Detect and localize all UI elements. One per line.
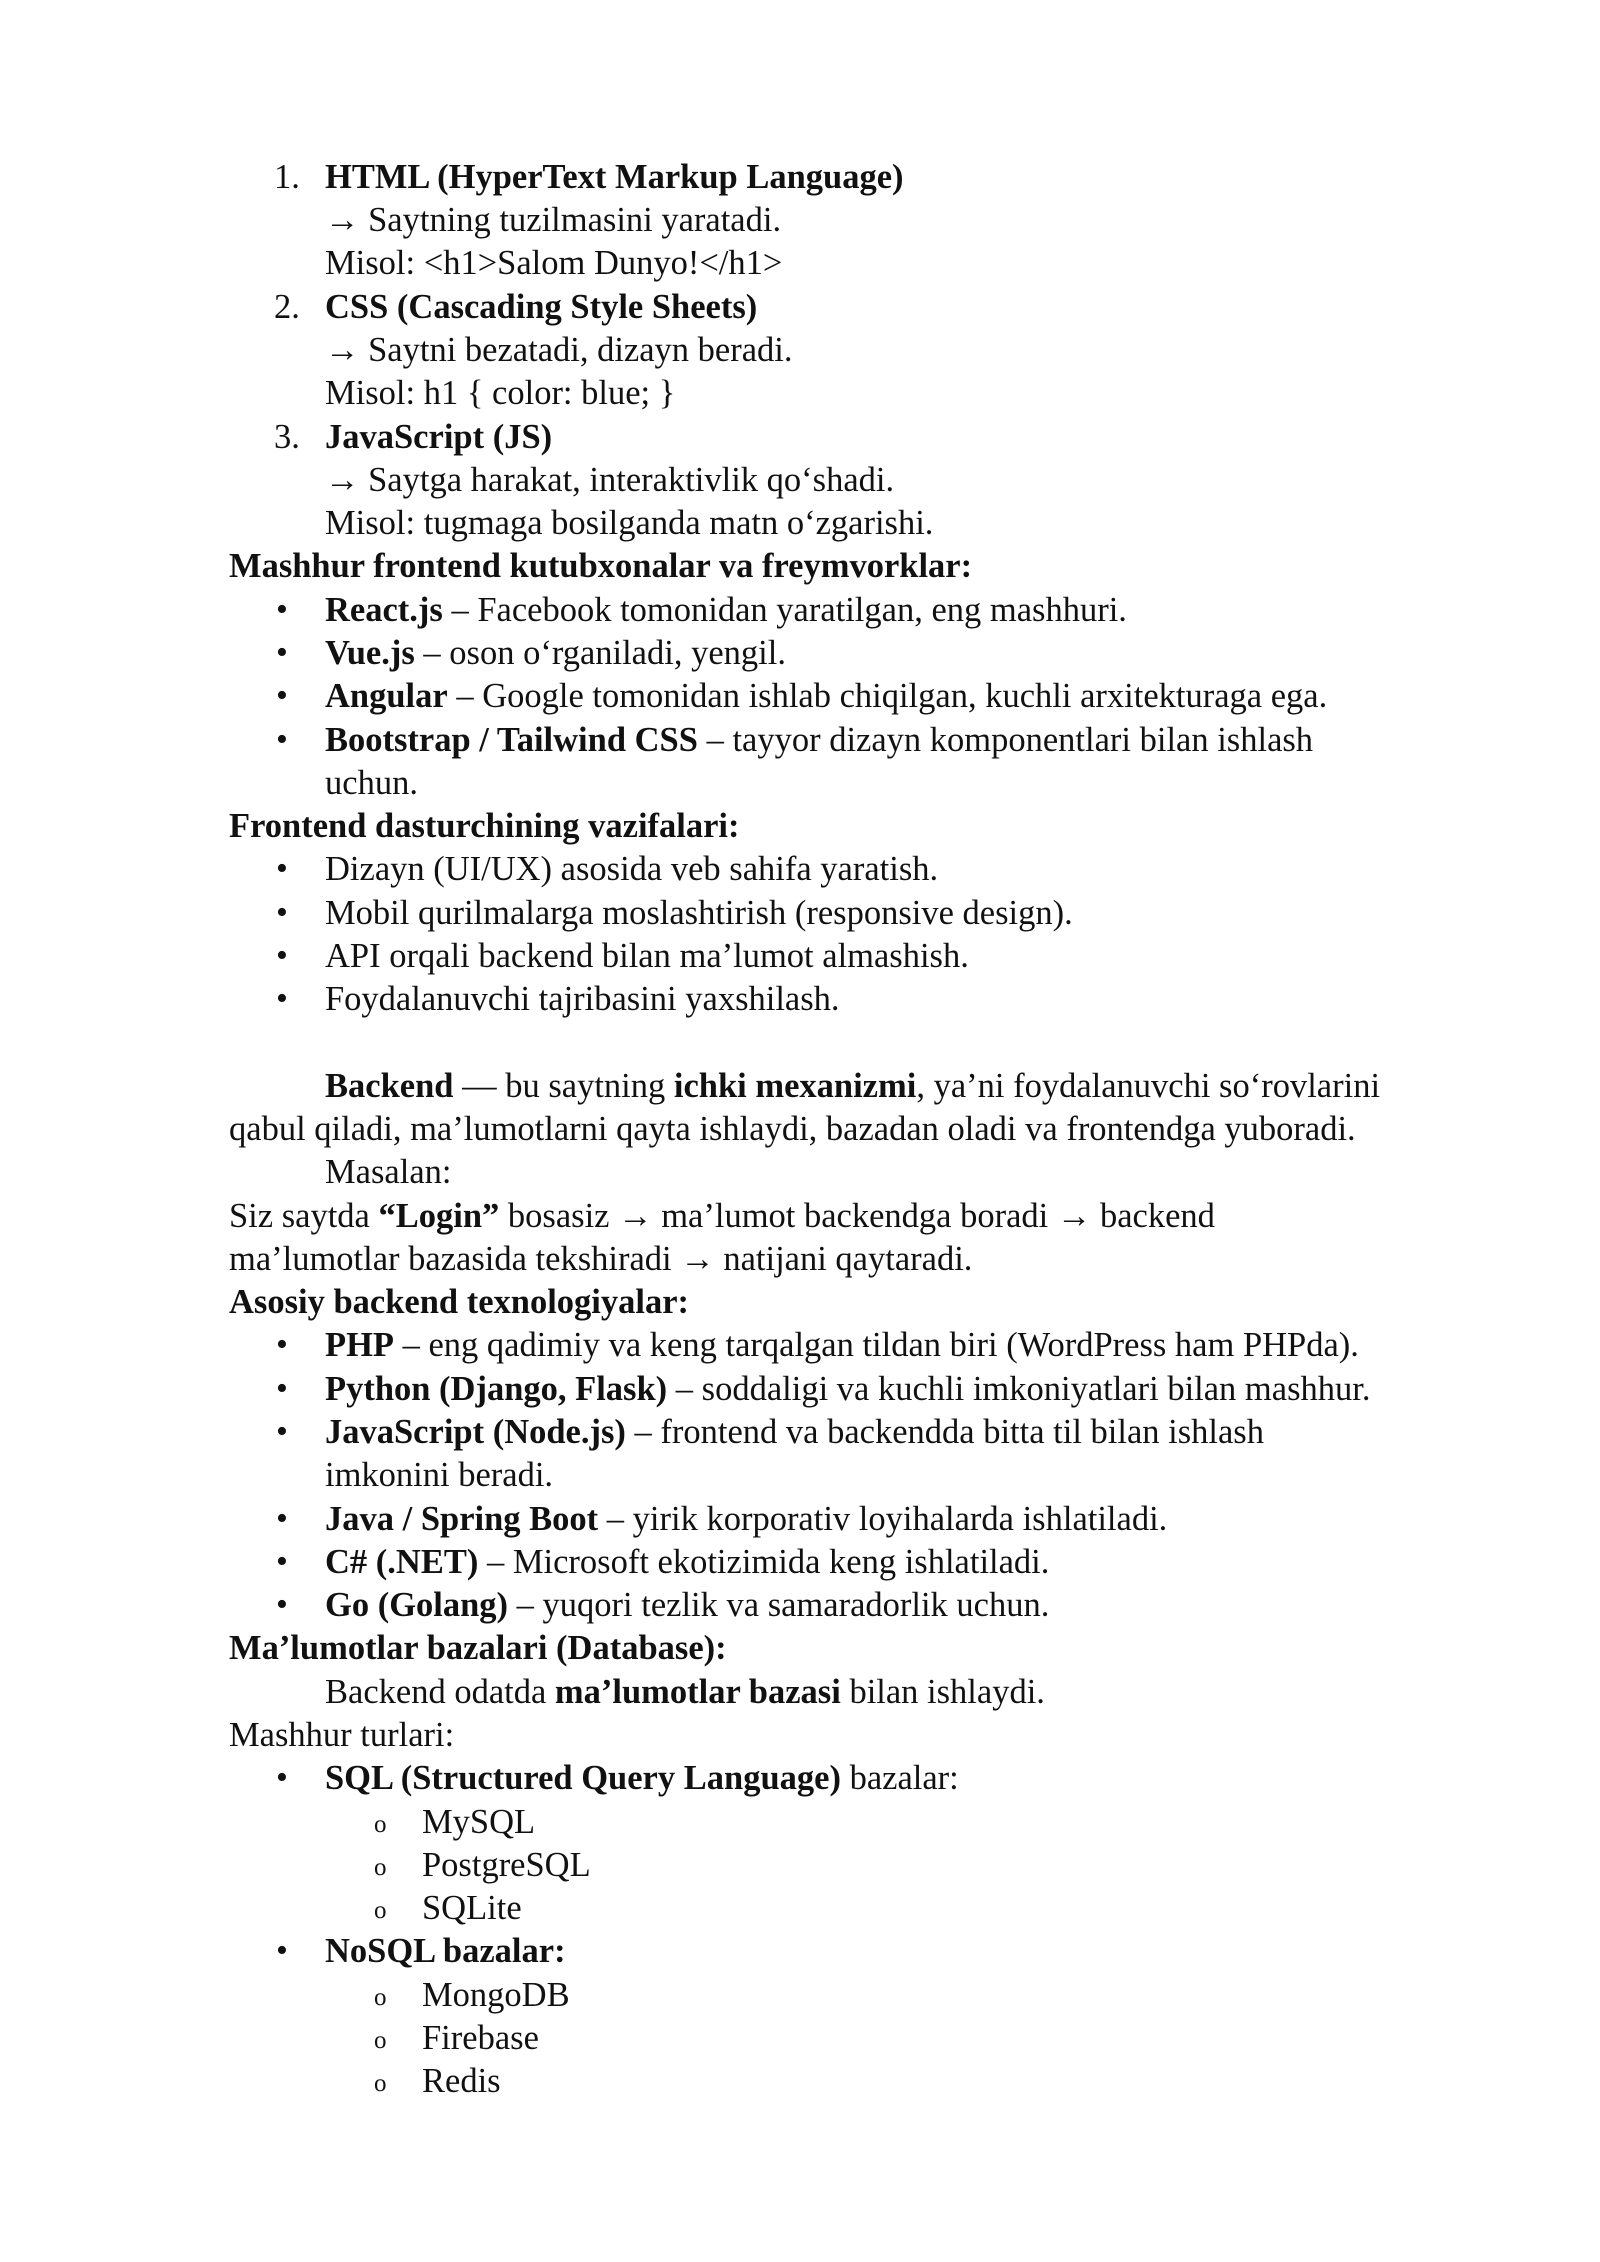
- item-title: CSS (Cascading Style Sheets): [325, 288, 758, 326]
- item-title: JavaScript (JS): [325, 418, 553, 456]
- paragraph-line: Backend — bu saytning ichki mexanizmi, ya’ni foydalanuvchi so‘rovlarini: [325, 1067, 1381, 1105]
- paragraph-line: ma’lumotlar bazasida tekshiradi → natijani qaytaradi.: [229, 1240, 973, 1278]
- example-label: Masalan:: [325, 1153, 452, 1191]
- list-item: Foydalanuvchi tajribasini yaxshilash.: [325, 980, 840, 1018]
- bullet-marker: •: [276, 894, 288, 931]
- list-item: Bootstrap / Tailwind CSS – tayyor dizayn komponentlari bilan ishlash: [325, 721, 1314, 759]
- sub-list-item: MongoDB: [422, 1976, 570, 2014]
- list-item: C# (.NET) – Microsoft ekotizimida keng ishlatiladi.: [325, 1543, 1050, 1581]
- section-heading: Mashhur frontend kutubxonalar va freymvorklar:: [229, 547, 973, 585]
- list-item: Dizayn (UI/UX) asosida veb sahifa yaratish.: [325, 850, 939, 888]
- bullet-marker: •: [276, 1932, 288, 1969]
- bullet-marker: •: [276, 634, 288, 671]
- item-example: Misol: h1 { color: blue; }: [325, 374, 676, 412]
- bullet-marker: •: [276, 937, 288, 974]
- paragraph-line: Backend odatda ma’lumotlar bazasi bilan ishlaydi.: [325, 1673, 1045, 1711]
- bullet-marker: •: [276, 1500, 288, 1537]
- list-item: Mobil qurilmalarga moslashtirish (responsive design).: [325, 894, 1073, 932]
- bullet-marker: •: [276, 677, 288, 714]
- list-item-continuation: imkonini beradi.: [325, 1456, 554, 1494]
- item-example: Misol: <h1>Salom Dunyo!</h1>: [325, 244, 783, 282]
- sub-bullet-marker: o: [374, 1897, 387, 1924]
- bullet-marker: •: [276, 980, 288, 1017]
- item-description: → Saytning tuzilmasini yaratadi.: [325, 201, 782, 239]
- list-item: Python (Django, Flask) – soddaligi va kuchli imkoniyatlari bilan mashhur.: [325, 1370, 1371, 1408]
- list-number: 1.: [274, 158, 300, 196]
- section-heading: Frontend dasturchining vazifalari:: [229, 807, 740, 845]
- bullet-marker: •: [276, 1413, 288, 1450]
- item-title: HTML (HyperText Markup Language): [325, 158, 904, 196]
- section-heading: Asosiy backend texnologiyalar:: [229, 1283, 690, 1321]
- sub-list-item: PostgreSQL: [422, 1846, 591, 1884]
- list-item: API orqali backend bilan ma’lumot almashish.: [325, 937, 969, 975]
- sub-bullet-marker: o: [374, 2027, 387, 2054]
- sub-bullet-marker: o: [374, 1854, 387, 1881]
- list-item-continuation: uchun.: [325, 764, 418, 802]
- paragraph-line: Siz saytda “Login” bosasiz → ma’lumot backendga boradi → backend: [229, 1197, 1215, 1235]
- bullet-marker: •: [276, 1326, 288, 1363]
- sub-list-item: MySQL: [422, 1803, 536, 1841]
- list-number: 3.: [274, 418, 300, 456]
- bullet-marker: •: [276, 591, 288, 628]
- list-item: NoSQL bazalar:: [325, 1932, 566, 1970]
- bullet-marker: •: [276, 1543, 288, 1580]
- list-item: PHP – eng qadimiy va keng tarqalgan tildan biri (WordPress ham PHPda).: [325, 1326, 1359, 1364]
- list-item: Vue.js – oson o‘rganiladi, yengil.: [325, 634, 786, 672]
- list-item: Go (Golang) – yuqori tezlik va samaradorlik uchun.: [325, 1586, 1050, 1624]
- sub-list-item: SQLite: [422, 1889, 522, 1927]
- bullet-marker: •: [276, 1759, 288, 1796]
- sub-bullet-marker: o: [374, 2070, 387, 2097]
- bullet-marker: •: [276, 721, 288, 758]
- section-heading: Ma’lumotlar bazalari (Database):: [229, 1629, 727, 1667]
- list-number: 2.: [274, 288, 300, 326]
- sub-list-item: Redis: [422, 2062, 501, 2100]
- item-description: → Saytni bezatadi, dizayn beradi.: [325, 331, 793, 369]
- bullet-marker: •: [276, 850, 288, 887]
- list-item: SQL (Structured Query Language) bazalar:: [325, 1759, 959, 1797]
- list-item: Angular – Google tomonidan ishlab chiqilgan, kuchli arxitekturaga ega.: [325, 677, 1328, 715]
- sub-bullet-marker: o: [374, 1811, 387, 1838]
- list-item: JavaScript (Node.js) – frontend va backendda bitta til bilan ishlash: [325, 1413, 1264, 1451]
- paragraph-line: Mashhur turlari:: [229, 1716, 455, 1754]
- item-description: → Saytga harakat, interaktivlik qo‘shadi.: [325, 461, 895, 499]
- list-item: Java / Spring Boot – yirik korporativ loyihalarda ishlatiladi.: [325, 1500, 1168, 1538]
- bullet-marker: •: [276, 1370, 288, 1407]
- paragraph-line: qabul qiladi, ma’lumotlarni qayta ishlaydi, bazadan oladi va frontendga yuboradi.: [229, 1110, 1356, 1148]
- list-item: React.js – Facebook tomonidan yaratilgan, eng mashhuri.: [325, 591, 1127, 629]
- sub-list-item: Firebase: [422, 2019, 539, 2057]
- sub-bullet-marker: o: [374, 1984, 387, 2011]
- item-example: Misol: tugmaga bosilganda matn o‘zgarishi.: [325, 504, 934, 542]
- bullet-marker: •: [276, 1586, 288, 1623]
